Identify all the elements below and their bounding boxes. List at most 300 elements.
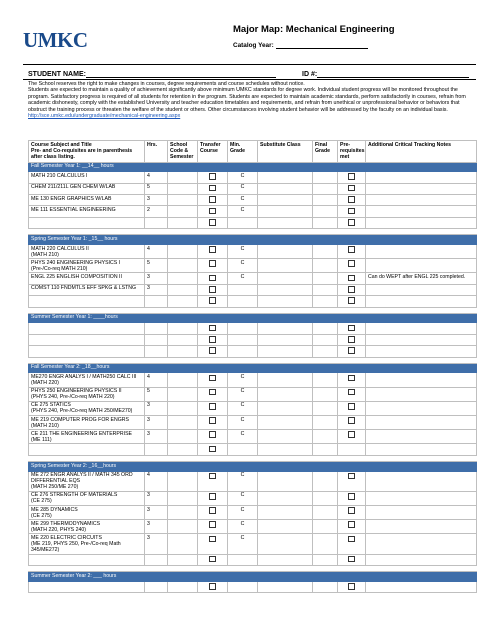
prereq-checkbox[interactable] [348, 417, 355, 424]
school-code-cell [168, 296, 198, 307]
prereq-cell [338, 491, 366, 505]
final-grade-cell [313, 172, 338, 183]
min-grade [228, 444, 258, 455]
col-min-grade: Min. Grade [228, 141, 258, 163]
intro-paragraph-1: The School reserves the right to make changes in courses, degree requirements and course schedules without notice. [28, 81, 305, 87]
notes-cell [366, 346, 477, 357]
prereq-cell [338, 373, 366, 387]
course-name [29, 554, 145, 565]
substitute-cell [258, 581, 313, 592]
transfer-checkbox[interactable] [209, 375, 216, 382]
transfer-checkbox[interactable] [209, 507, 216, 514]
col-notes: Additional Critical Tracking Notes [366, 141, 477, 163]
col-course [29, 141, 145, 163]
final-grade-cell [313, 183, 338, 194]
course-prereq-cont: 345/ME272) [31, 546, 60, 553]
prereq-cell [338, 323, 366, 334]
course-hrs: 3 [145, 534, 168, 554]
prereq-checkbox[interactable] [348, 389, 355, 396]
min-grade: C [228, 520, 258, 534]
semester-label: Fall Semester Year 1: __14__ hours [29, 162, 477, 172]
semester-summer-year-1 [29, 313, 477, 323]
substitute-cell [258, 471, 313, 491]
transfer-checkbox[interactable] [209, 286, 216, 293]
transfer-cell [198, 206, 228, 217]
table-row [29, 387, 477, 401]
student-name-blank[interactable] [86, 70, 276, 78]
prereq-checkbox[interactable] [348, 536, 355, 543]
notes-cell [366, 259, 477, 273]
notes-cell [366, 245, 477, 259]
prereq-checkbox[interactable] [348, 325, 355, 332]
table-row [29, 245, 477, 259]
prereq-checkbox[interactable] [348, 297, 355, 304]
transfer-cell [198, 581, 228, 592]
prereq-cell [338, 581, 366, 592]
prereq-checkbox[interactable] [348, 473, 355, 480]
col-school: School Code & Semester [168, 141, 198, 163]
course-prereq: (MATH 250/ME 270) [31, 484, 79, 491]
prereq-checkbox[interactable] [348, 219, 355, 226]
student-divider [23, 79, 476, 80]
min-grade: C [228, 259, 258, 273]
prereq-cell [338, 206, 366, 217]
substitute-cell [258, 505, 313, 519]
course-hrs: 2 [145, 206, 168, 217]
semester-label: Fall Semester Year 2: _18__hours [29, 363, 477, 373]
course-hrs [145, 581, 168, 592]
final-grade-cell [313, 554, 338, 565]
substitute-cell [258, 430, 313, 444]
notes-cell [366, 471, 477, 491]
notes-cell [366, 534, 477, 554]
transfer-cell [198, 491, 228, 505]
transfer-cell [198, 401, 228, 415]
final-grade-cell [313, 323, 338, 334]
course-title: CE 211 THE ENGINEERING ENTERPRISE [31, 430, 132, 437]
final-grade-cell [313, 415, 338, 429]
table-row [29, 415, 477, 429]
substitute-cell [258, 401, 313, 415]
transfer-checkbox[interactable] [209, 173, 216, 180]
school-code-cell [168, 183, 198, 194]
course-name [29, 323, 145, 334]
prereq-checkbox[interactable] [348, 286, 355, 293]
transfer-checkbox[interactable] [209, 325, 216, 332]
notes-cell [366, 296, 477, 307]
prereq-cell [338, 534, 366, 554]
substitute-cell [258, 245, 313, 259]
course-title: PHYS 250 ENGINEERING PHYSICS II [31, 388, 122, 395]
catalog-year-blank[interactable] [276, 42, 368, 49]
final-grade-cell [313, 387, 338, 401]
course-name [29, 387, 145, 401]
catalog-year-label: Catalog Year: [233, 42, 276, 49]
course-name [29, 520, 145, 534]
course-prereq: (PHYS 240, Pre-/Co-req MATH 250/ME270) [31, 408, 133, 415]
transfer-checkbox[interactable] [209, 297, 216, 304]
transfer-checkbox[interactable] [209, 196, 216, 203]
final-grade-cell [313, 245, 338, 259]
prereq-checkbox[interactable] [348, 403, 355, 410]
substitute-cell [258, 284, 313, 295]
course-hrs: 3 [145, 520, 168, 534]
prereq-checkbox[interactable] [348, 431, 355, 438]
semester-label: Spring Semester Year 2: _16__hours [29, 461, 477, 471]
course-name [29, 373, 145, 387]
prereq-checkbox[interactable] [348, 185, 355, 192]
transfer-cell [198, 554, 228, 565]
transfer-cell [198, 259, 228, 273]
final-grade-cell [313, 373, 338, 387]
school-code-cell [168, 195, 198, 206]
course-hrs: 3 [145, 284, 168, 295]
table-row-blank [29, 346, 477, 357]
course-hrs [145, 334, 168, 345]
course-hrs [145, 444, 168, 455]
course-name: ENGL 225 ENGLISH COMPOSITION II [29, 273, 145, 284]
min-grade: C [228, 401, 258, 415]
transfer-checkbox[interactable] [209, 336, 216, 343]
notes-cell [366, 195, 477, 206]
table-row [29, 206, 477, 217]
min-grade: C [228, 206, 258, 217]
course-prereq: (CE 275) [31, 512, 52, 519]
col-final-grade: Final Grade [313, 141, 338, 163]
course-prereq: (CE 275) [31, 498, 52, 505]
final-grade-cell [313, 195, 338, 206]
school-code-cell [168, 581, 198, 592]
notes-cell [366, 387, 477, 401]
table-row-blank [29, 323, 477, 334]
transfer-cell [198, 373, 228, 387]
course-name [29, 471, 145, 491]
table-row [29, 284, 477, 295]
table-row [29, 430, 477, 444]
course-title: ME 299 THERMODYNAMICS [31, 520, 101, 527]
min-grade: C [228, 430, 258, 444]
school-code-cell [168, 323, 198, 334]
substitute-cell [258, 323, 313, 334]
semester-label: Spring Semester Year 1: _15__ hours [29, 235, 477, 245]
transfer-cell [198, 273, 228, 284]
prereq-cell [338, 387, 366, 401]
course-prereq: (PHYS 240, Pre-/Co-req MATH 220) [31, 394, 115, 401]
course-title: CE 276 STRENGTH OF MATERIALS [31, 492, 118, 499]
school-code-cell [168, 206, 198, 217]
prereq-checkbox[interactable] [348, 493, 355, 500]
page-title: Major Map: Mechanical Engineering [233, 24, 395, 35]
min-grade: C [228, 387, 258, 401]
notes-cell [366, 334, 477, 345]
transfer-checkbox[interactable] [209, 473, 216, 480]
min-grade: C [228, 505, 258, 519]
course-title: ME 272 ENGR ANALYS II / MATH 345 ORD [31, 472, 133, 479]
transfer-cell [198, 217, 228, 228]
transfer-checkbox[interactable] [209, 556, 216, 563]
course-name: ME 111 ESSENTIAL ENGINEERING [29, 206, 145, 217]
final-grade-cell [313, 534, 338, 554]
prereq-cell [338, 430, 366, 444]
school-code-cell [168, 346, 198, 357]
transfer-cell [198, 415, 228, 429]
prereq-cell [338, 334, 366, 345]
course-title: ME 219 COMPUTER PROG FOR ENGRS [31, 416, 130, 423]
substitute-cell [258, 491, 313, 505]
transfer-cell [198, 534, 228, 554]
student-id-field[interactable] [302, 70, 469, 78]
min-grade: C [228, 373, 258, 387]
course-name: CHEM 211/211L GEN CHEM W/LAB [29, 183, 145, 194]
substitute-cell [258, 296, 313, 307]
course-hrs: 5 [145, 183, 168, 194]
prereq-checkbox[interactable] [348, 556, 355, 563]
col-course-note: Pre- and Co-requisites are in parenthesis after class listing. [31, 148, 133, 161]
notes-cell [366, 415, 477, 429]
course-title: CE 275 STATICS [31, 402, 71, 409]
prereq-cell [338, 284, 366, 295]
course-prereq: (ME 219, PHYS 250, Pre-/Co-req Math [31, 540, 121, 547]
prereq-cell [338, 554, 366, 565]
final-grade-cell [313, 273, 338, 284]
notes-cell [366, 284, 477, 295]
final-grade-cell [313, 284, 338, 295]
prereq-checkbox[interactable] [348, 583, 355, 590]
transfer-checkbox[interactable] [209, 208, 216, 215]
prereq-checkbox[interactable] [348, 521, 355, 528]
student-id-label: ID #: [302, 71, 318, 78]
table-row [29, 534, 477, 554]
table-row [29, 520, 477, 534]
course-name [29, 491, 145, 505]
transfer-checkbox[interactable] [209, 431, 216, 438]
course-hrs [145, 346, 168, 357]
course-title: PHYS 240 ENGINEERING PHYSICS I [31, 259, 121, 266]
school-code-cell [168, 172, 198, 183]
course-prereq: (Pre-/Co-req MATH 210) [31, 265, 88, 272]
course-hrs: 3 [145, 401, 168, 415]
prereq-cell [338, 346, 366, 357]
final-grade-cell [313, 206, 338, 217]
transfer-cell [198, 183, 228, 194]
substitute-cell [258, 346, 313, 357]
transfer-checkbox[interactable] [209, 260, 216, 267]
notes-cell: Can do WEPT after ENGL 225 completed. [366, 273, 477, 284]
table-row [29, 471, 477, 491]
school-code-cell [168, 430, 198, 444]
transfer-checkbox[interactable] [209, 185, 216, 192]
prereq-checkbox[interactable] [348, 208, 355, 215]
notes-cell [366, 373, 477, 387]
course-name [29, 581, 145, 592]
course-title: ME270 ENGR ANALYS I / MATH250 CALC III [31, 374, 137, 381]
school-code-cell [168, 217, 198, 228]
course-name [29, 296, 145, 307]
semester-summer-year-2 [29, 572, 477, 582]
course-name [29, 259, 145, 273]
final-grade-cell [313, 346, 338, 357]
semester-label: Summer Semester Year 2: ___ hours [29, 572, 477, 582]
transfer-checkbox[interactable] [209, 389, 216, 396]
notes-cell [366, 183, 477, 194]
school-code-cell [168, 471, 198, 491]
notes-cell [366, 206, 477, 217]
prereq-cell [338, 172, 366, 183]
final-grade-cell [313, 581, 338, 592]
transfer-cell [198, 334, 228, 345]
course-title-cont: DIFFERENTIAL EQS [31, 478, 81, 485]
substitute-cell [258, 206, 313, 217]
course-name [29, 430, 145, 444]
course-hrs [145, 554, 168, 565]
min-grade: C [228, 415, 258, 429]
notes-cell [366, 401, 477, 415]
substitute-cell [258, 217, 313, 228]
prereq-cell [338, 520, 366, 534]
transfer-checkbox[interactable] [209, 219, 216, 226]
prereq-checkbox[interactable] [348, 375, 355, 382]
course-hrs: 4 [145, 471, 168, 491]
transfer-cell [198, 172, 228, 183]
min-grade [228, 554, 258, 565]
school-code-cell [168, 245, 198, 259]
substitute-cell [258, 195, 313, 206]
transfer-cell [198, 471, 228, 491]
min-grade [228, 346, 258, 357]
intro-paragraph-2: Students are expected to maintain a quality of achievement significantly above minimum UMKC standards for degree work. Individual student progress will be monitored throughout the program. Satisfactory progress is required of all students for retention in the program. Students are expected to maintain academic standards, perform satisfactorily in courses, refrain from academic dishonesty, comply with the established University and teacher education timetables and requirements, and refrain from unethical or unprofessional behavior or behaviors that obstruct the training process or threaten the welfare of the student or others. Other circumstances involving student behavior will be addressed by the faculty on an individual basis. [28, 87, 466, 113]
prereq-checkbox[interactable] [348, 507, 355, 514]
table-row [29, 491, 477, 505]
min-grade [228, 296, 258, 307]
course-hrs: 3 [145, 195, 168, 206]
final-grade-cell [313, 471, 338, 491]
school-code-cell [168, 534, 198, 554]
course-prereq: (MATH 210) [31, 251, 59, 258]
col-transfer: Transfer Course [198, 141, 228, 163]
student-name-field[interactable] [28, 70, 276, 78]
course-name [29, 505, 145, 519]
transfer-checkbox[interactable] [209, 521, 216, 528]
transfer-checkbox[interactable] [209, 536, 216, 543]
min-grade [228, 581, 258, 592]
final-grade-cell [313, 520, 338, 534]
course-hrs: 3 [145, 430, 168, 444]
school-code-cell [168, 520, 198, 534]
course-name [29, 217, 145, 228]
school-code-cell [168, 444, 198, 455]
substitute-cell [258, 387, 313, 401]
min-grade: C [228, 245, 258, 259]
transfer-checkbox[interactable] [209, 417, 216, 424]
notes-cell [366, 581, 477, 592]
semester-spring-year-2 [29, 461, 477, 471]
substitute-cell [258, 172, 313, 183]
col-prereq: Pre-requisites met [338, 141, 366, 163]
course-name [29, 444, 145, 455]
table-header [29, 141, 477, 163]
final-grade-cell [313, 296, 338, 307]
min-grade: C [228, 534, 258, 554]
prereq-checkbox[interactable] [348, 336, 355, 343]
transfer-checkbox[interactable] [209, 446, 216, 453]
prereq-cell [338, 471, 366, 491]
course-title: ME 220 ELECTRIC CIRCUITS [31, 534, 102, 541]
student-name-label: STUDENT NAME: [28, 71, 86, 78]
min-grade: C [228, 273, 258, 284]
intro-text [28, 81, 476, 119]
course-prereq: (MATH 220) [31, 380, 59, 387]
course-hrs: 4 [145, 373, 168, 387]
prereq-checkbox[interactable] [348, 275, 355, 282]
prereq-cell [338, 273, 366, 284]
table-row [29, 172, 477, 183]
course-prereq: (MATH 210) [31, 422, 59, 429]
course-name [29, 401, 145, 415]
notes-cell [366, 554, 477, 565]
substitute-cell [258, 415, 313, 429]
table-row-blank [29, 444, 477, 455]
transfer-checkbox[interactable] [209, 275, 216, 282]
final-grade-cell [313, 444, 338, 455]
transfer-cell [198, 520, 228, 534]
min-grade: C [228, 471, 258, 491]
course-hrs: 3 [145, 505, 168, 519]
prereq-cell [338, 296, 366, 307]
course-hrs: 3 [145, 491, 168, 505]
min-grade: C [228, 491, 258, 505]
course-hrs: 3 [145, 415, 168, 429]
semester-spring-year-1 [29, 235, 477, 245]
notes-cell [366, 323, 477, 334]
table-row-blank [29, 554, 477, 565]
min-grade: C [228, 172, 258, 183]
substitute-cell [258, 534, 313, 554]
notes-cell [366, 172, 477, 183]
prereq-checkbox[interactable] [348, 347, 355, 354]
catalog-year-field[interactable] [233, 42, 368, 49]
prereq-cell [338, 245, 366, 259]
transfer-checkbox[interactable] [209, 403, 216, 410]
transfer-checkbox[interactable] [209, 583, 216, 590]
school-code-cell [168, 415, 198, 429]
school-code-cell [168, 259, 198, 273]
table-row [29, 183, 477, 194]
student-id-blank[interactable] [317, 70, 469, 78]
table-row [29, 373, 477, 387]
course-prereq: (ME 111) [31, 436, 52, 443]
course-hrs: 5 [145, 387, 168, 401]
transfer-checkbox[interactable] [209, 246, 216, 253]
table-row-blank [29, 296, 477, 307]
transfer-checkbox[interactable] [209, 347, 216, 354]
min-grade: C [228, 195, 258, 206]
table-row-blank [29, 217, 477, 228]
prereq-checkbox[interactable] [348, 173, 355, 180]
substitute-cell [258, 334, 313, 345]
substitute-cell [258, 273, 313, 284]
substitute-cell [258, 373, 313, 387]
prereq-checkbox[interactable] [348, 196, 355, 203]
prereq-checkbox[interactable] [348, 246, 355, 253]
transfer-cell [198, 195, 228, 206]
prereq-cell [338, 183, 366, 194]
transfer-cell [198, 323, 228, 334]
transfer-checkbox[interactable] [209, 493, 216, 500]
col-hrs: Hrs. [145, 141, 168, 163]
prereq-cell [338, 415, 366, 429]
program-link[interactable]: http://sce.umkc.edu/undergraduate/mechanical-engineering.aspx [28, 113, 181, 120]
prereq-checkbox[interactable] [348, 260, 355, 267]
